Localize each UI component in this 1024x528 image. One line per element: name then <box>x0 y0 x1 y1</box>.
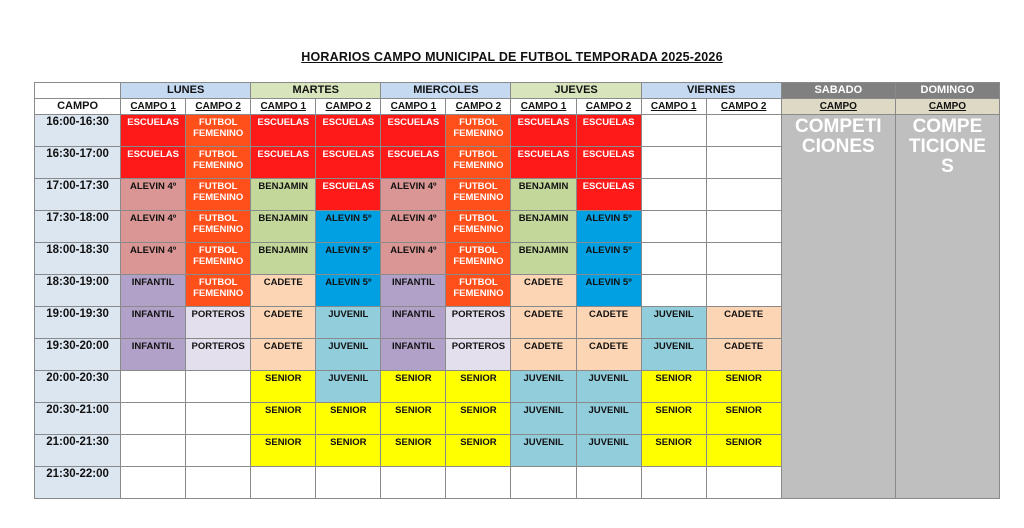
schedule-cell: JUVENIL <box>316 307 381 339</box>
time-slot-label: 19:00-19:30 <box>35 307 121 339</box>
schedule-cell: FUTBOL FEMENINO <box>186 211 251 243</box>
schedule-cell <box>706 211 781 243</box>
schedule-cell: SENIOR <box>446 435 511 467</box>
day-header-miercoles: MIERCOLES <box>381 83 511 99</box>
field-header-miercoles-2: CAMPO 2 <box>446 99 511 115</box>
time-slot-label: 17:00-17:30 <box>35 179 121 211</box>
schedule-cell: ALEVIN 5º <box>576 275 641 307</box>
schedule-cell: ALEVIN 5º <box>316 275 381 307</box>
schedule-cell <box>641 243 706 275</box>
schedule-cell: ALEVIN 5º <box>576 211 641 243</box>
corner-cell <box>35 83 121 99</box>
schedule-cell <box>446 467 511 499</box>
schedule-cell: FUTBOL FEMENINO <box>446 275 511 307</box>
schedule-cell: ALEVIN 4º <box>121 243 186 275</box>
schedule-cell: SENIOR <box>446 403 511 435</box>
time-slot-label: 18:00-18:30 <box>35 243 121 275</box>
schedule-cell: ESCUELAS <box>381 147 446 179</box>
schedule-cell <box>641 467 706 499</box>
time-slot-label: 20:30-21:00 <box>35 403 121 435</box>
schedule-cell: ESCUELAS <box>576 179 641 211</box>
field-header-viernes-1: CAMPO 1 <box>641 99 706 115</box>
schedule-cell: CADETE <box>511 339 576 371</box>
day-header-martes: MARTES <box>251 83 381 99</box>
schedule-cell: ALEVIN 4º <box>381 179 446 211</box>
schedule-cell: SENIOR <box>641 435 706 467</box>
schedule-cell: SENIOR <box>706 371 781 403</box>
schedule-cell: SENIOR <box>706 403 781 435</box>
schedule-cell: BENJAMIN <box>251 179 316 211</box>
schedule-cell: CADETE <box>251 339 316 371</box>
schedule-cell: SENIOR <box>381 403 446 435</box>
field-header-martes-1: CAMPO 1 <box>251 99 316 115</box>
schedule-cell: JUVENIL <box>641 307 706 339</box>
schedule-cell: BENJAMIN <box>511 179 576 211</box>
schedule-cell <box>706 115 781 147</box>
field-header-martes-2: CAMPO 2 <box>316 99 381 115</box>
schedule-cell: FUTBOL FEMENINO <box>446 211 511 243</box>
schedule-cell <box>251 467 316 499</box>
schedule-cell <box>511 467 576 499</box>
time-slot-label: 21:00-21:30 <box>35 435 121 467</box>
schedule-cell: SENIOR <box>641 403 706 435</box>
schedule-cell: JUVENIL <box>576 403 641 435</box>
schedule-cell <box>316 467 381 499</box>
schedule-cell: FUTBOL FEMENINO <box>186 115 251 147</box>
field-header-sabado: CAMPO <box>781 99 895 115</box>
schedule-cell: JUVENIL <box>576 371 641 403</box>
schedule-cell <box>186 371 251 403</box>
schedule-cell: JUVENIL <box>511 403 576 435</box>
schedule-cell: ESCUELAS <box>316 115 381 147</box>
schedule-cell: CADETE <box>576 307 641 339</box>
schedule-cell: SENIOR <box>251 403 316 435</box>
day-header-domingo: DOMINGO <box>895 83 999 99</box>
campo-column-header: CAMPO <box>35 99 121 115</box>
schedule-cell: ESCUELAS <box>576 147 641 179</box>
field-header-viernes-2: CAMPO 2 <box>706 99 781 115</box>
time-slot-label: 18:30-19:00 <box>35 275 121 307</box>
time-slot-label: 20:00-20:30 <box>35 371 121 403</box>
day-header-row <box>35 83 1000 99</box>
day-header-sabado: SABADO <box>781 83 895 99</box>
schedule-row <box>35 115 1000 147</box>
schedule-cell: PORTEROS <box>446 339 511 371</box>
schedule-cell <box>641 147 706 179</box>
field-header-jueves-2: CAMPO 2 <box>576 99 641 115</box>
schedule-cell: FUTBOL FEMENINO <box>446 179 511 211</box>
schedule-cell: ALEVIN 5º <box>316 243 381 275</box>
schedule-cell: SENIOR <box>316 403 381 435</box>
schedule-cell: ESCUELAS <box>316 147 381 179</box>
schedule-cell: CADETE <box>706 307 781 339</box>
schedule-cell <box>121 435 186 467</box>
schedule-cell <box>186 435 251 467</box>
schedule-cell: INFANTIL <box>121 275 186 307</box>
schedule-cell: ESCUELAS <box>576 115 641 147</box>
time-slot-label: 17:30-18:00 <box>35 211 121 243</box>
schedule-cell: BENJAMIN <box>511 211 576 243</box>
schedule-cell: ESCUELAS <box>121 115 186 147</box>
schedule-cell: BENJAMIN <box>251 243 316 275</box>
schedule-cell: JUVENIL <box>641 339 706 371</box>
schedule-cell: ESCUELAS <box>511 147 576 179</box>
schedule-cell <box>121 403 186 435</box>
schedule-cell: ALEVIN 4º <box>121 211 186 243</box>
time-slot-label: 21:30-22:00 <box>35 467 121 499</box>
schedule-cell <box>121 467 186 499</box>
schedule-cell <box>641 115 706 147</box>
schedule-cell: ALEVIN 5º <box>576 243 641 275</box>
schedule-cell <box>121 371 186 403</box>
schedule-cell: SENIOR <box>381 371 446 403</box>
schedule-cell: SENIOR <box>381 435 446 467</box>
day-header-jueves: JUEVES <box>511 83 641 99</box>
schedule-table <box>34 82 1000 499</box>
schedule-cell <box>641 179 706 211</box>
schedule-cell: JUVENIL <box>316 371 381 403</box>
schedule-cell: ESCUELAS <box>316 179 381 211</box>
schedule-cell: FUTBOL FEMENINO <box>186 243 251 275</box>
schedule-cell: ALEVIN 5º <box>316 211 381 243</box>
field-header-row <box>35 99 1000 115</box>
schedule-cell: FUTBOL FEMENINO <box>446 243 511 275</box>
schedule-cell: ALEVIN 4º <box>381 243 446 275</box>
time-slot-label: 16:00-16:30 <box>35 115 121 147</box>
schedule-cell: INFANTIL <box>121 307 186 339</box>
schedule-cell: ALEVIN 4º <box>121 179 186 211</box>
schedule-cell: ESCUELAS <box>251 115 316 147</box>
field-header-lunes-2: CAMPO 2 <box>186 99 251 115</box>
schedule-cell <box>641 211 706 243</box>
schedule-cell: JUVENIL <box>316 339 381 371</box>
schedule-cell: CADETE <box>576 339 641 371</box>
schedule-cell: FUTBOL FEMENINO <box>446 147 511 179</box>
schedule-cell: ESCUELAS <box>511 115 576 147</box>
time-slot-label: 19:30-20:00 <box>35 339 121 371</box>
day-header-lunes: LUNES <box>121 83 251 99</box>
schedule-cell: JUVENIL <box>511 371 576 403</box>
schedule-cell: JUVENIL <box>576 435 641 467</box>
schedule-cell <box>706 179 781 211</box>
schedule-cell <box>706 275 781 307</box>
schedule-cell: CADETE <box>706 339 781 371</box>
schedule-cell: BENJAMIN <box>511 243 576 275</box>
schedule-cell: SENIOR <box>446 371 511 403</box>
schedule-cell <box>706 243 781 275</box>
schedule-cell: SENIOR <box>706 435 781 467</box>
schedule-cell: ALEVIN 4º <box>381 211 446 243</box>
schedule-cell: PORTEROS <box>186 307 251 339</box>
schedule-cell: INFANTIL <box>381 275 446 307</box>
schedule-cell: INFANTIL <box>381 307 446 339</box>
schedule-cell: SENIOR <box>251 371 316 403</box>
schedule-cell <box>706 147 781 179</box>
schedule-cell <box>576 467 641 499</box>
field-header-domingo: CAMPO <box>895 99 999 115</box>
schedule-cell: BENJAMIN <box>251 211 316 243</box>
schedule-cell <box>706 467 781 499</box>
schedule-cell: JUVENIL <box>511 435 576 467</box>
schedule-cell: CADETE <box>251 307 316 339</box>
time-slot-label: 16:30-17:00 <box>35 147 121 179</box>
schedule-cell: INFANTIL <box>121 339 186 371</box>
schedule-cell: SENIOR <box>316 435 381 467</box>
day-header-viernes: VIERNES <box>641 83 781 99</box>
schedule-cell: FUTBOL FEMENINO <box>186 147 251 179</box>
field-header-miercoles-1: CAMPO 1 <box>381 99 446 115</box>
schedule-cell: CADETE <box>511 275 576 307</box>
schedule-cell: INFANTIL <box>381 339 446 371</box>
schedule-cell: PORTEROS <box>446 307 511 339</box>
schedule-cell: PORTEROS <box>186 339 251 371</box>
schedule-cell <box>641 275 706 307</box>
schedule-cell: ESCUELAS <box>251 147 316 179</box>
schedule-cell: FUTBOL FEMENINO <box>186 275 251 307</box>
field-header-jueves-1: CAMPO 1 <box>511 99 576 115</box>
schedule-cell: CADETE <box>511 307 576 339</box>
schedule-cell: CADETE <box>251 275 316 307</box>
schedule-cell: SENIOR <box>641 371 706 403</box>
schedule-cell <box>186 403 251 435</box>
schedule-cell: FUTBOL FEMENINO <box>446 115 511 147</box>
domingo-competiciones-cell: COMPE TICIONE S <box>895 115 999 499</box>
schedule-cell: SENIOR <box>251 435 316 467</box>
schedule-cell: ESCUELAS <box>121 147 186 179</box>
field-header-lunes-1: CAMPO 1 <box>121 99 186 115</box>
schedule-cell: FUTBOL FEMENINO <box>186 179 251 211</box>
schedule-cell <box>381 467 446 499</box>
schedule-cell <box>186 467 251 499</box>
sabado-competiciones-cell: COMPETI CIONES <box>781 115 895 499</box>
schedule-cell: ESCUELAS <box>381 115 446 147</box>
page-title: HORARIOS CAMPO MUNICIPAL DE FUTBOL TEMPORADA 2025-2026 <box>301 50 723 64</box>
